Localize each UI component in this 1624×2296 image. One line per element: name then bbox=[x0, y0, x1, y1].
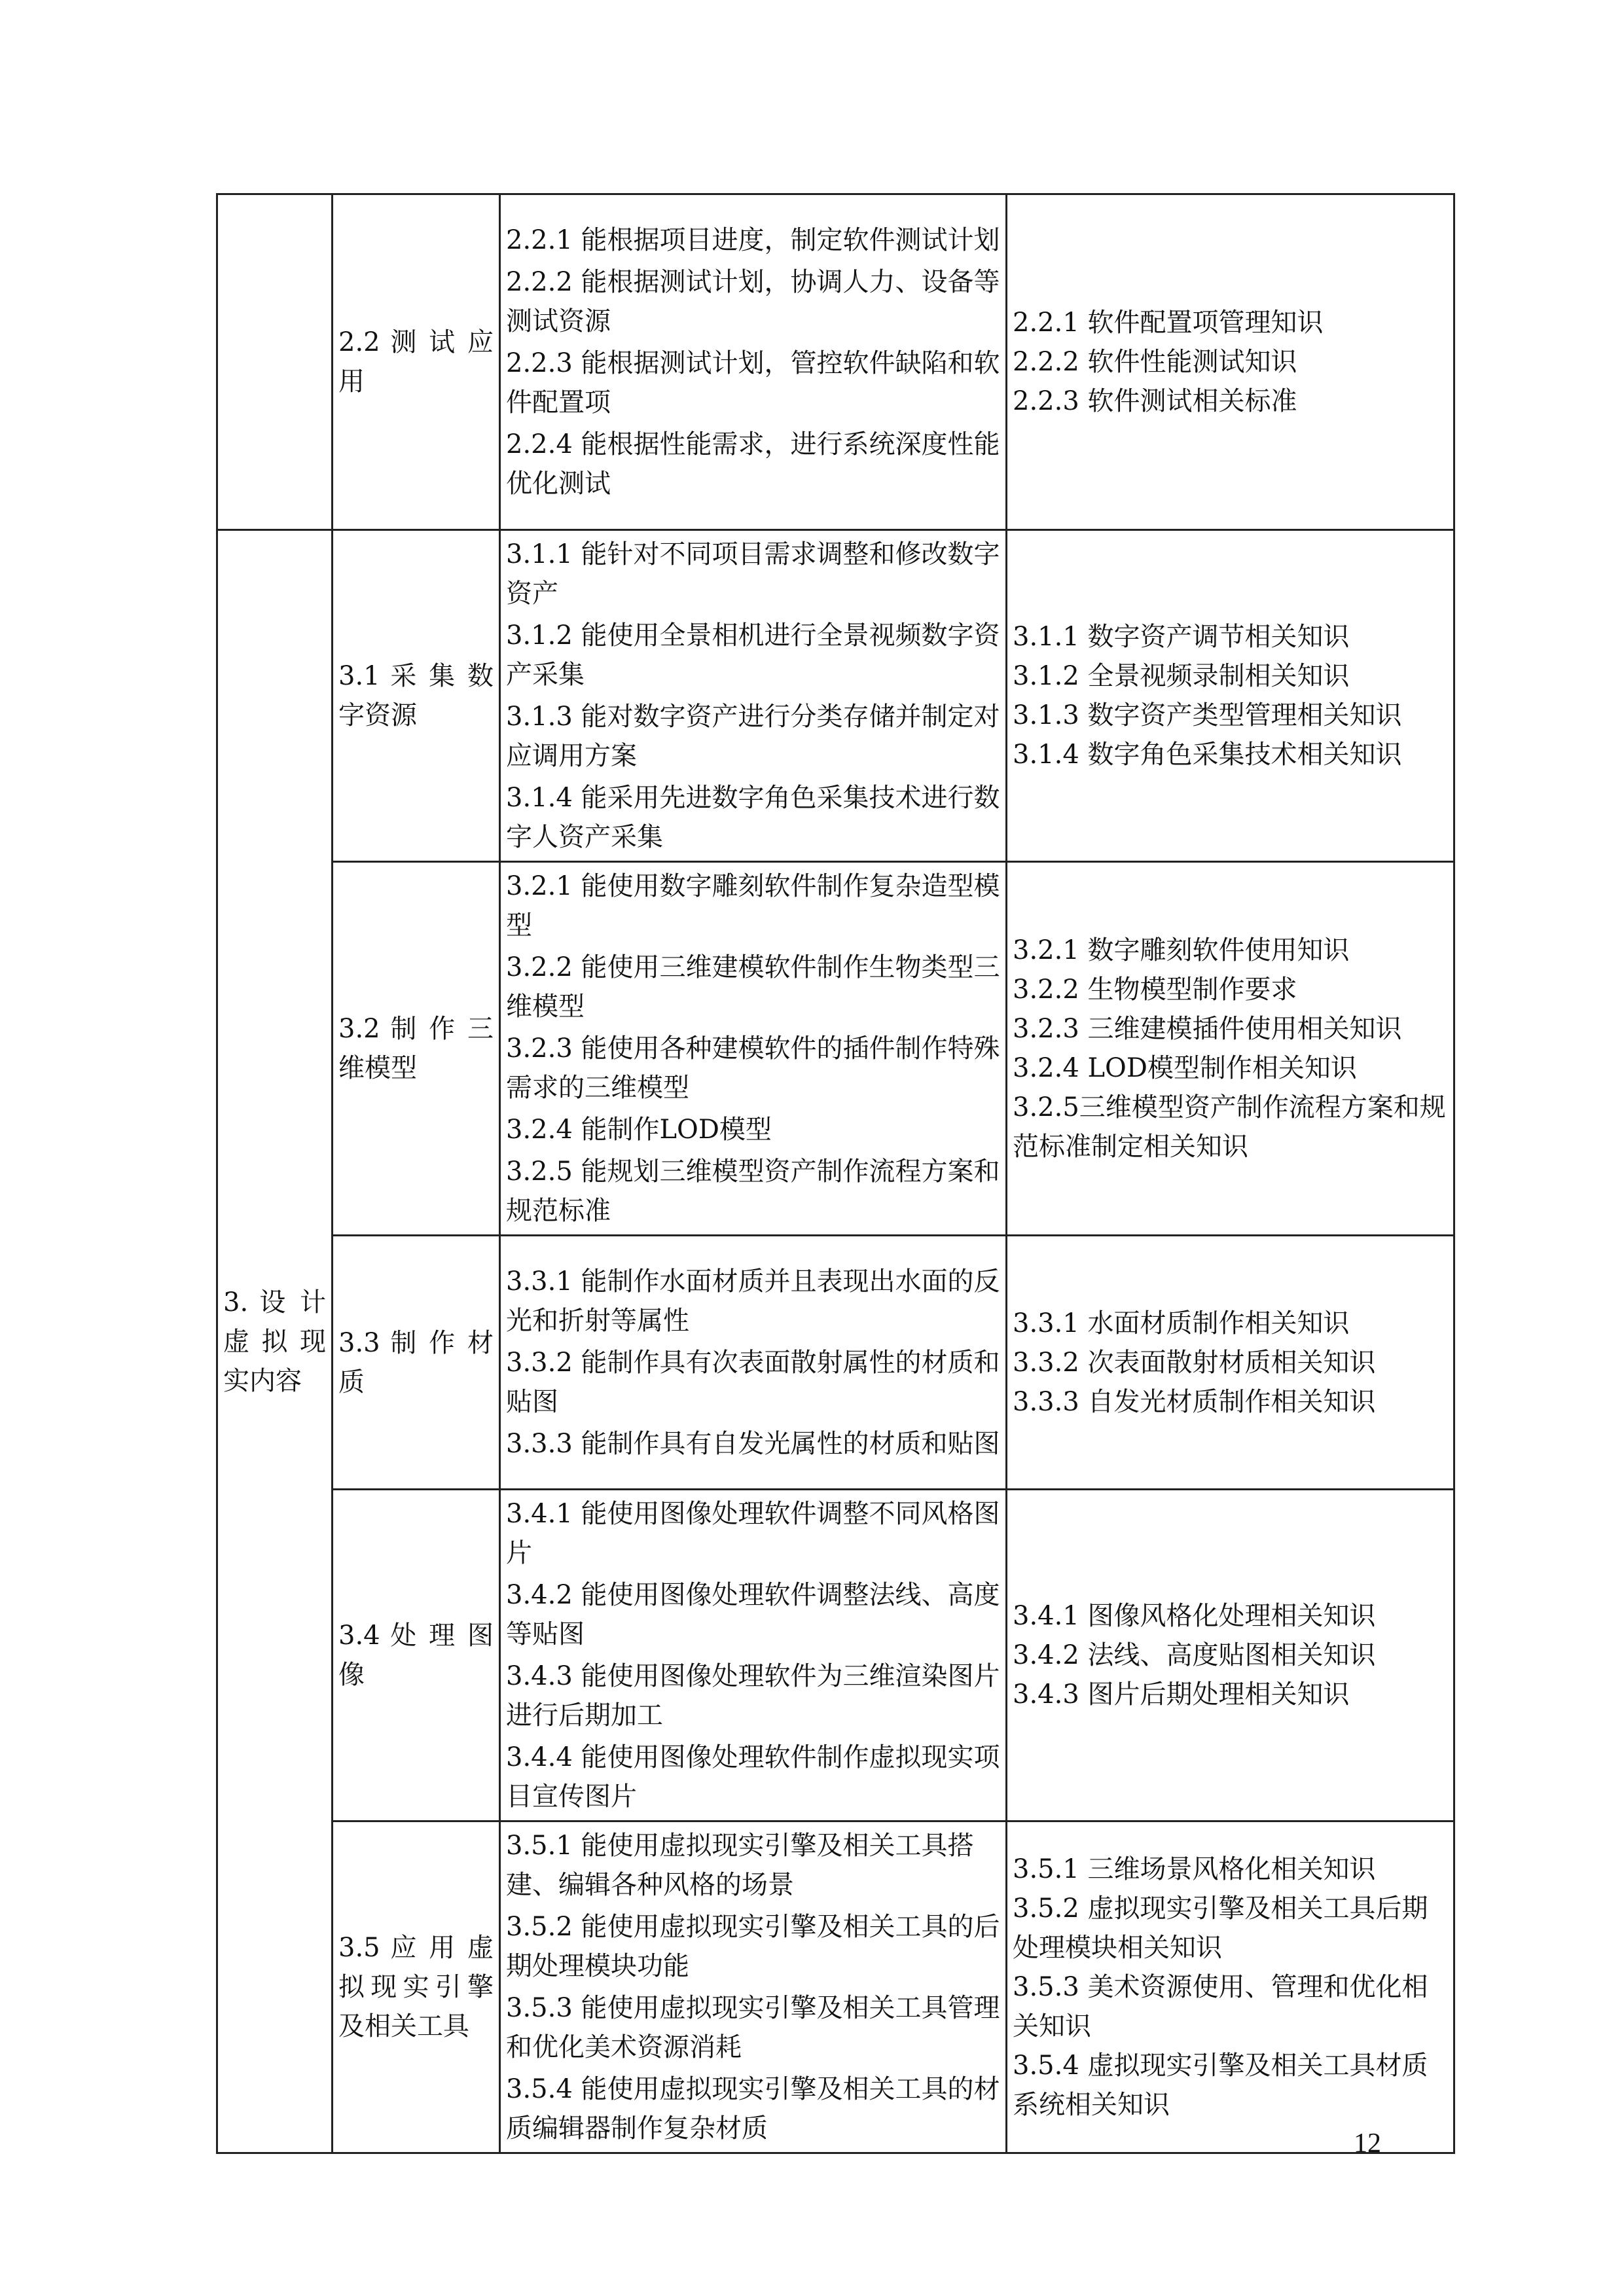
skill-requirements-cell bbox=[500, 1490, 1007, 1821]
skill-requirement-item: 3.3.1 能制作水面材质并且表现出水面的反光和折射等属性 bbox=[506, 1266, 1000, 1336]
related-knowledge-item: 3.1.3 数字资产类型管理相关知识 bbox=[1013, 700, 1402, 730]
related-knowledge-cell bbox=[1007, 530, 1454, 862]
sub-category-cell: 3.2 制 作 三 维模型 bbox=[333, 862, 500, 1236]
page-number: 12 bbox=[1354, 2128, 1381, 2159]
skill-requirements-cell bbox=[500, 862, 1007, 1236]
major-category-cell bbox=[217, 194, 333, 530]
table-row bbox=[217, 530, 1454, 862]
related-knowledge-item: 3.4.1 图像风格化处理相关知识 bbox=[1013, 1601, 1376, 1631]
skill-requirements-cell bbox=[500, 530, 1007, 862]
skill-requirement-item: 3.4.2 能使用图像处理软件调整法线、高度等贴图 bbox=[506, 1580, 1000, 1649]
related-knowledge-item: 3.1.2 全景视频录制相关知识 bbox=[1013, 661, 1350, 691]
skill-requirement-item: 2.2.1 能根据项目进度，制定软件测试计划 bbox=[506, 225, 1000, 255]
skill-requirement-item: 2.2.2 能根据测试计划，协调人力、设备等测试资源 bbox=[506, 267, 1000, 336]
related-knowledge-item: 3.2.2 生物模型制作要求 bbox=[1013, 975, 1297, 1005]
related-knowledge-item: 3.5.4 虚拟现实引擎及相关工具材质系统相关知识 bbox=[1013, 2051, 1428, 2120]
major-category-cell: 3. 设 计 虚 拟 现 实内容 bbox=[217, 530, 333, 2153]
skill-requirement-item: 3.4.4 能使用图像处理软件制作虚拟现实项目宣传图片 bbox=[506, 1742, 1000, 1812]
related-knowledge-item: 3.3.1 水面材质制作相关知识 bbox=[1013, 1308, 1350, 1338]
related-knowledge-item: 3.3.2 次表面散射材质相关知识 bbox=[1013, 1347, 1376, 1378]
skill-requirement-item: 3.2.3 能使用各种建模软件的插件制作特殊需求的三维模型 bbox=[506, 1033, 1000, 1103]
related-knowledge-item: 3.1.1 数字资产调节相关知识 bbox=[1013, 622, 1350, 652]
table-row bbox=[217, 1490, 1454, 1821]
skill-requirement-item: 3.5.2 能使用虚拟现实引擎及相关工具的后期处理模块功能 bbox=[506, 1912, 1000, 1981]
related-knowledge-item: 3.2.1 数字雕刻软件使用知识 bbox=[1013, 935, 1350, 965]
skill-requirement-item: 3.1.4 能采用先进数字角色采集技术进行数字人资产采集 bbox=[506, 783, 1000, 852]
sub-category-cell: 3.5 应 用 虚 拟现实引擎 及相关工具 bbox=[333, 1821, 500, 2153]
sub-category-cell: 3.3 制 作 材 质 bbox=[333, 1236, 500, 1490]
skill-requirement-item: 3.1.2 能使用全景相机进行全景视频数字资产采集 bbox=[506, 620, 1000, 690]
related-knowledge-item: 3.5.3 美术资源使用、管理和优化相关知识 bbox=[1013, 1972, 1428, 2041]
skill-requirement-item: 3.1.3 能对数字资产进行分类存储并制定对应调用方案 bbox=[506, 702, 1000, 771]
related-knowledge-item: 3.4.2 法线、高度贴图相关知识 bbox=[1013, 1640, 1376, 1670]
skill-requirement-item: 2.2.4 能根据性能需求，进行系统深度性能优化测试 bbox=[506, 429, 1000, 499]
table-row bbox=[217, 194, 1454, 530]
related-knowledge-item: 3.1.4 数字角色采集技术相关知识 bbox=[1013, 740, 1402, 770]
skill-requirements-cell bbox=[500, 1821, 1007, 2153]
skill-requirement-item: 3.4.3 能使用图像处理软件为三维渲染图片进行后期加工 bbox=[506, 1661, 1000, 1731]
skill-requirement-item: 3.4.1 能使用图像处理软件调整不同风格图片 bbox=[506, 1499, 1000, 1568]
related-knowledge-item: 2.2.3 软件测试相关标准 bbox=[1013, 386, 1297, 416]
table-row bbox=[217, 1236, 1454, 1490]
skill-requirement-item: 3.5.4 能使用虚拟现实引擎及相关工具的材质编辑器制作复杂材质 bbox=[506, 2074, 1000, 2144]
related-knowledge-cell bbox=[1007, 194, 1454, 530]
related-knowledge-item: 3.2.5三维模型资产制作流程方案和规范标准制定相关知识 bbox=[1013, 1092, 1446, 1162]
related-knowledge-item: 3.4.3 图片后期处理相关知识 bbox=[1013, 1679, 1350, 1710]
skill-requirement-item: 3.2.1 能使用数字雕刻软件制作复杂造型模型 bbox=[506, 871, 1000, 941]
skill-requirement-item: 3.5.1 能使用虚拟现实引擎及相关工具搭建、编辑各种风格的场景 bbox=[506, 1831, 974, 1900]
related-knowledge-item: 2.2.1 软件配置项管理知识 bbox=[1013, 308, 1324, 338]
related-knowledge-cell bbox=[1007, 1490, 1454, 1821]
sub-category-cell: 2.2 测 试 应 用 bbox=[333, 194, 500, 530]
related-knowledge-item: 3.2.3 三维建模插件使用相关知识 bbox=[1013, 1014, 1402, 1044]
related-knowledge-cell bbox=[1007, 1236, 1454, 1490]
table-row bbox=[217, 862, 1454, 1236]
skill-requirements-cell bbox=[500, 194, 1007, 530]
skill-requirement-item: 3.5.3 能使用虚拟现实引擎及相关工具管理和优化美术资源消耗 bbox=[506, 1993, 1000, 2062]
sub-category-cell: 3.1 采 集 数 字资源 bbox=[333, 530, 500, 862]
skill-requirement-item: 3.3.2 能制作具有次表面散射属性的材质和贴图 bbox=[506, 1347, 1000, 1417]
sub-category-cell: 3.4 处 理 图 像 bbox=[333, 1490, 500, 1821]
skill-requirement-item: 2.2.3 能根据测试计划，管控软件缺陷和软件配置项 bbox=[506, 348, 1000, 418]
skill-requirement-item: 3.2.4 能制作LOD模型 bbox=[506, 1115, 772, 1145]
related-knowledge-item: 3.3.3 自发光材质制作相关知识 bbox=[1013, 1386, 1376, 1417]
standards-table-body bbox=[217, 194, 1454, 2153]
skill-requirement-item: 3.3.3 能制作具有自发光属性的材质和贴图 bbox=[506, 1428, 1000, 1459]
related-knowledge-item: 2.2.2 软件性能测试知识 bbox=[1013, 347, 1297, 377]
related-knowledge-cell bbox=[1007, 1821, 1454, 2153]
related-knowledge-cell bbox=[1007, 862, 1454, 1236]
skill-requirement-item: 3.1.1 能针对不同项目需求调整和修改数字资产 bbox=[506, 539, 1000, 609]
skill-requirement-item: 3.2.2 能使用三维建模软件制作生物类型三维模型 bbox=[506, 952, 1000, 1022]
skill-requirements-cell bbox=[500, 1236, 1007, 1490]
related-knowledge-item: 3.5.2 虚拟现实引擎及相关工具后期处理模块相关知识 bbox=[1013, 1893, 1428, 1963]
standards-table bbox=[216, 193, 1455, 2154]
related-knowledge-item: 3.5.1 三维场景风格化相关知识 bbox=[1013, 1854, 1376, 1884]
related-knowledge-item: 3.2.4 LOD模型制作相关知识 bbox=[1013, 1053, 1357, 1083]
table-row bbox=[217, 1821, 1454, 2153]
skill-requirement-item: 3.2.5 能规划三维模型资产制作流程方案和规范标准 bbox=[506, 1157, 1000, 1226]
